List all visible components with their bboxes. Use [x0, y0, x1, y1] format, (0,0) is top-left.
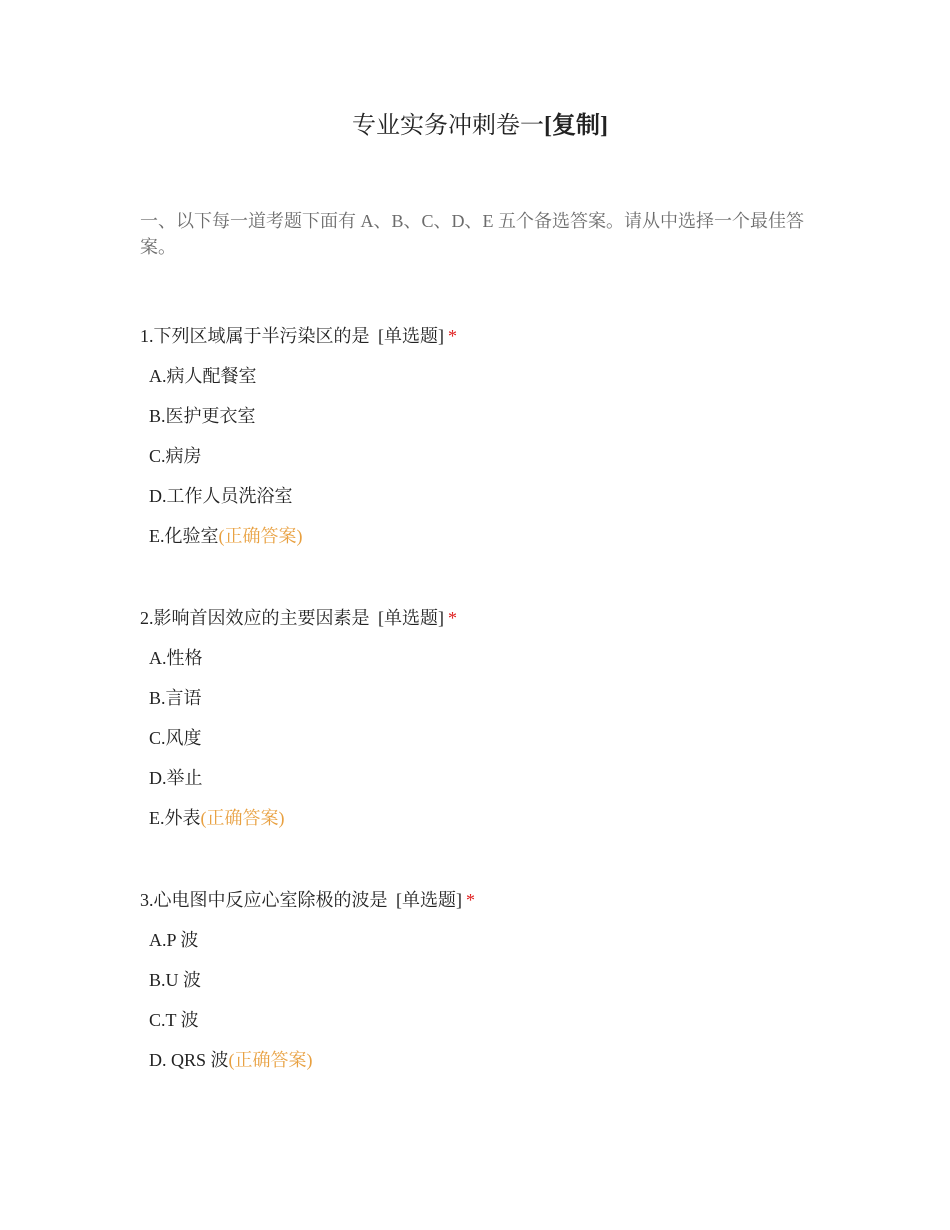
option-b[interactable]: [140, 967, 820, 1007]
required-marker: *: [466, 890, 475, 910]
question-stem-text: 1.下列区域属于半污染区的是: [140, 326, 370, 346]
option-c[interactable]: [140, 443, 820, 483]
correct-answer-marker: (正确答案): [200, 808, 285, 828]
option-text: E.外表: [149, 808, 201, 828]
question-3: [140, 887, 820, 1087]
question-stem: [140, 887, 820, 913]
option-text: D. QRS 波: [149, 1050, 229, 1070]
option-a[interactable]: [140, 363, 820, 403]
question-1: [140, 323, 820, 563]
question-2: [140, 605, 820, 845]
option-text: C.T 波: [149, 1010, 199, 1030]
option-b[interactable]: [140, 685, 820, 725]
option-text: D.举止: [149, 768, 203, 788]
option-text: C.风度: [149, 728, 202, 748]
option-text: B.言语: [149, 688, 202, 708]
page-title-copy-suffix: [复制]: [544, 113, 608, 139]
option-e[interactable]: [140, 523, 820, 563]
option-d[interactable]: [140, 1047, 820, 1087]
page-title: [0, 110, 950, 142]
question-stem: [140, 605, 820, 631]
option-e[interactable]: [140, 805, 820, 845]
required-marker: *: [448, 326, 457, 346]
option-text: C.病房: [149, 446, 202, 466]
option-d[interactable]: [140, 483, 820, 523]
option-text: A.P 波: [149, 930, 199, 950]
option-c[interactable]: [140, 1007, 820, 1047]
section-intro: 一、以下每一道考题下面有 A、B、C、D、E 五个备选答案。请从中选择一个最佳答案。: [140, 211, 805, 257]
question-type-label: [单选题]: [378, 608, 444, 628]
option-text: B.U 波: [149, 970, 202, 990]
option-text: A.性格: [149, 648, 203, 668]
option-d[interactable]: [140, 765, 820, 805]
option-text: E.化验室: [149, 526, 219, 546]
option-text: B.医护更衣室: [149, 406, 256, 426]
option-c[interactable]: [140, 725, 820, 765]
question-type-label: [单选题]: [378, 326, 444, 346]
option-text: A.病人配餐室: [149, 366, 257, 386]
required-marker: *: [448, 608, 457, 628]
option-a[interactable]: [140, 927, 820, 967]
question-type-label: [单选题]: [396, 890, 462, 910]
correct-answer-marker: (正确答案): [228, 1050, 313, 1070]
question-stem: [140, 323, 820, 349]
option-b[interactable]: [140, 403, 820, 443]
correct-answer-marker: (正确答案): [218, 526, 303, 546]
question-stem-text: 2.影响首因效应的主要因素是: [140, 608, 370, 628]
option-a[interactable]: [140, 645, 820, 685]
page-title-main: 专业实务冲刺卷一: [352, 113, 544, 139]
question-stem-text: 3.心电图中反应心室除极的波是: [140, 890, 388, 910]
option-text: D.工作人员洗浴室: [149, 486, 293, 506]
